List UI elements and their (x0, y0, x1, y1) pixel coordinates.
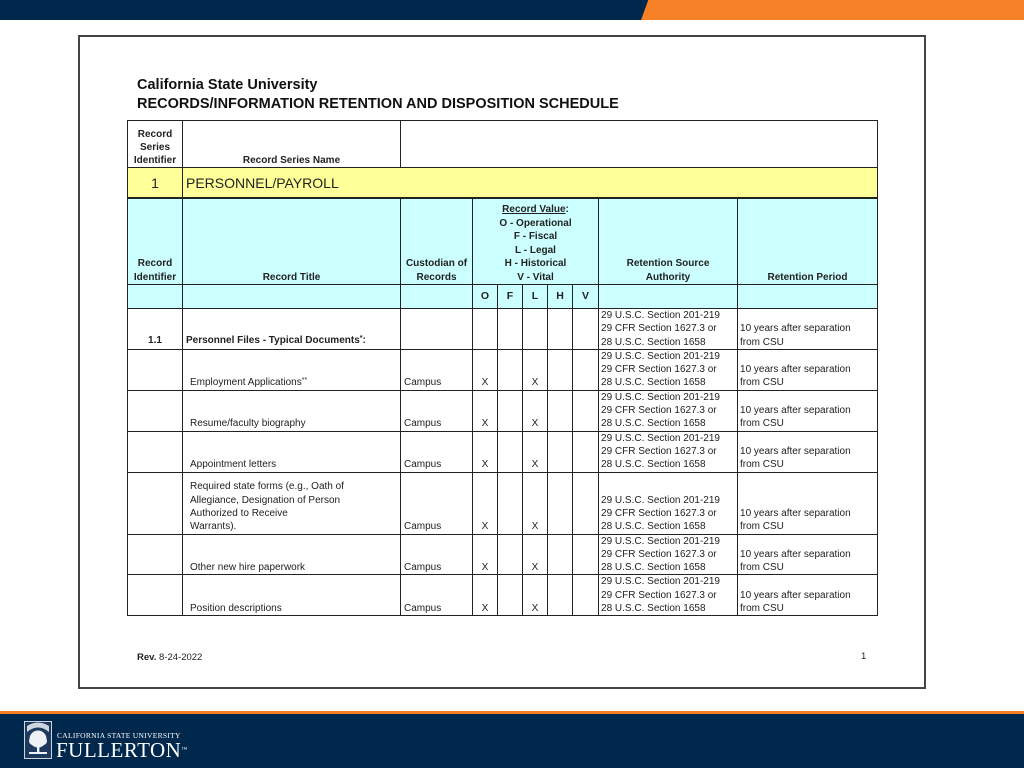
top-banner (0, 0, 1024, 20)
record-series-table (127, 120, 878, 198)
value-f (498, 309, 523, 350)
value-f (498, 575, 523, 616)
custodian: Campus (401, 534, 473, 575)
retention-authority: 29 U.S.C. Section 201-219 29 CFR Section 1627.3 or 28 U.S.C. Section 1658 (599, 431, 738, 472)
document-title-university: California State University (137, 77, 318, 93)
custodian: Campus (401, 390, 473, 431)
value-l: X (523, 390, 548, 431)
record-identifier (128, 390, 183, 431)
retention-period: 10 years after separation from CSU (738, 349, 878, 390)
value-h (548, 472, 573, 534)
series-id: 1 (128, 168, 183, 198)
top-banner-orange-fill (700, 0, 1024, 20)
value-h (548, 309, 573, 350)
custodian (401, 309, 473, 350)
record-title-header: Record Title (183, 199, 401, 285)
value-f (498, 472, 523, 534)
value-f (498, 534, 523, 575)
record-title: Personnel Files - Typical Documents*: (183, 309, 401, 350)
retention-schedule-table (127, 198, 878, 616)
value-f (498, 349, 523, 390)
record-title: Employment Applications** (183, 349, 401, 390)
value-h (548, 534, 573, 575)
record-value-header: Record Value: O - Operational F - Fiscal L - Legal H - Historical V - Vital (473, 199, 599, 285)
value-v (573, 472, 599, 534)
value-h (548, 431, 573, 472)
record-title: Appointment letters (183, 431, 401, 472)
value-o: X (473, 472, 498, 534)
retention-period: 10 years after separation from CSU (738, 534, 878, 575)
footer-university-line: CALIFORNIA STATE UNIVERSITY (57, 731, 181, 740)
value-v (573, 575, 599, 616)
code-h: H (548, 285, 573, 309)
record-value-codes-row (128, 285, 878, 309)
csuf-tree-logo-icon (24, 721, 52, 759)
value-h (548, 390, 573, 431)
retention-period: 10 years after separation from CSU (738, 472, 878, 534)
value-o: X (473, 534, 498, 575)
retention-authority: 29 U.S.C. Section 201-219 29 CFR Section 1627.3 or 28 U.S.C. Section 1658 (599, 472, 738, 534)
custodian: Campus (401, 431, 473, 472)
record-identifier-header: Record Identifier (128, 199, 183, 285)
table-row (128, 575, 878, 616)
record-identifier (128, 472, 183, 534)
series-row-personnel-payroll (128, 168, 878, 198)
value-o: X (473, 431, 498, 472)
record-identifier (128, 349, 183, 390)
value-o: X (473, 349, 498, 390)
retention-authority: 29 U.S.C. Section 201-219 29 CFR Section 1627.3 or 28 U.S.C. Section 1658 (599, 349, 738, 390)
series-header-row (128, 121, 878, 168)
document-title-schedule: RECORDS/INFORMATION RETENTION AND DISPOSITION SCHEDULE (137, 96, 619, 112)
code-o: O (473, 285, 498, 309)
custodian: Campus (401, 575, 473, 616)
column-header-row (128, 199, 878, 285)
record-title: Required state forms (e.g., Oath of Allegiance, Designation of Person Authorized to Receive Warrants). (183, 472, 401, 534)
retention-period: 10 years after separation from CSU (738, 431, 878, 472)
table-row (128, 472, 878, 534)
footer-campus-name: FULLERTON™ (56, 738, 188, 762)
custodian-header: Custodian of Records (401, 199, 473, 285)
retention-authority: 29 U.S.C. Section 201-219 29 CFR Section 1627.3 or 28 U.S.C. Section 1658 (599, 575, 738, 616)
record-identifier: 1.1 (128, 309, 183, 350)
retention-authority: 29 U.S.C. Section 201-219 29 CFR Section 1627.3 or 28 U.S.C. Section 1658 (599, 309, 738, 350)
series-name-header: Record Series Name (183, 121, 401, 168)
value-l (523, 309, 548, 350)
value-o: X (473, 390, 498, 431)
page-number: 1 (861, 651, 867, 662)
table-row (128, 390, 878, 431)
table-row (128, 534, 878, 575)
series-name: PERSONNEL/PAYROLL (183, 168, 878, 198)
table-row (128, 431, 878, 472)
value-f (498, 390, 523, 431)
value-l: X (523, 472, 548, 534)
value-v (573, 534, 599, 575)
custodian: Campus (401, 472, 473, 534)
value-h (548, 349, 573, 390)
retention-period: 10 years after separation from CSU (738, 575, 878, 616)
retention-source-header: Retention Source Authority (599, 199, 738, 285)
value-o (473, 309, 498, 350)
retention-period: 10 years after separation from CSU (738, 390, 878, 431)
value-v (573, 431, 599, 472)
record-identifier (128, 431, 183, 472)
series-header-blank (401, 121, 878, 168)
value-l: X (523, 349, 548, 390)
table-row (128, 349, 878, 390)
record-title: Resume/faculty biography (183, 390, 401, 431)
value-h (548, 575, 573, 616)
custodian: Campus (401, 349, 473, 390)
revision-date: Rev. 8-24-2022 (137, 652, 203, 663)
record-title: Position descriptions (183, 575, 401, 616)
record-identifier (128, 534, 183, 575)
value-v (573, 390, 599, 431)
value-l: X (523, 534, 548, 575)
code-v: V (573, 285, 599, 309)
table-row (128, 309, 878, 350)
record-title: Other new hire paperwork (183, 534, 401, 575)
retention-authority: 29 U.S.C. Section 201-219 29 CFR Section 1627.3 or 28 U.S.C. Section 1658 (599, 534, 738, 575)
retention-period: 10 years after separation from CSU (738, 309, 878, 350)
value-l: X (523, 575, 548, 616)
value-v (573, 349, 599, 390)
retention-period-header: Retention Period (738, 199, 878, 285)
series-identifier-header: Record Series Identifier (128, 121, 183, 168)
value-v (573, 309, 599, 350)
value-o: X (473, 575, 498, 616)
value-f (498, 431, 523, 472)
value-l: X (523, 431, 548, 472)
record-identifier (128, 575, 183, 616)
code-l: L (523, 285, 548, 309)
retention-authority: 29 U.S.C. Section 201-219 29 CFR Section 1627.3 or 28 U.S.C. Section 1658 (599, 390, 738, 431)
code-f: F (498, 285, 523, 309)
